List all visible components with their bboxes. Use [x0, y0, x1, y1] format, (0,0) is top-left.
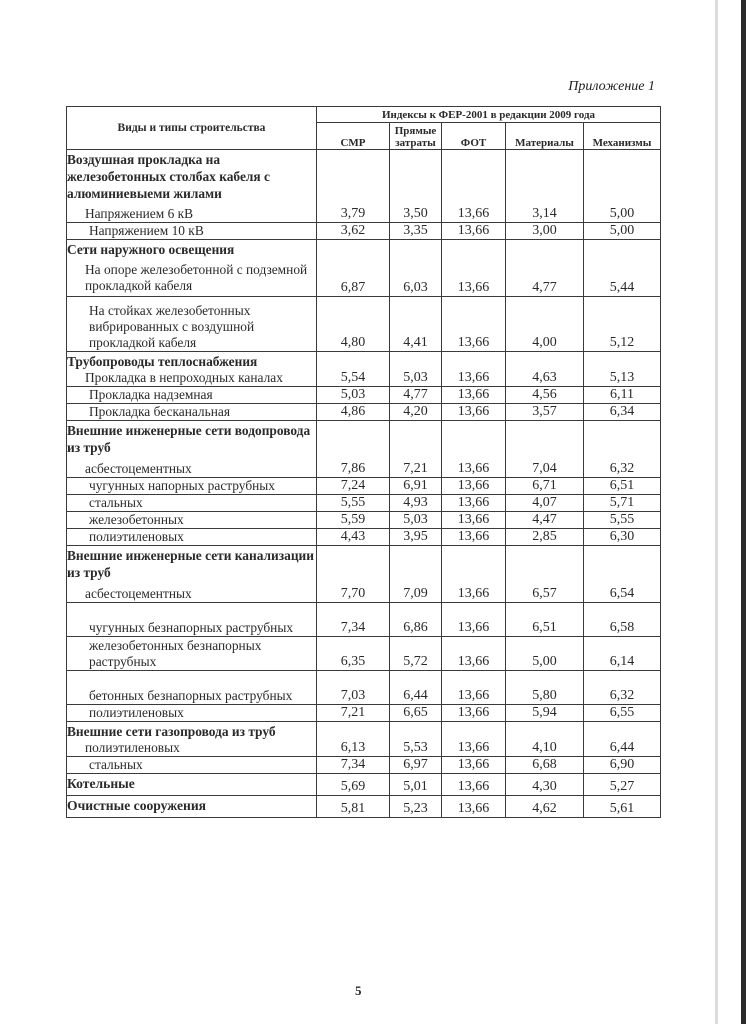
row-label: асбестоцементных	[85, 586, 192, 601]
cell-fot: 13,66	[442, 757, 506, 774]
table-row	[67, 757, 661, 774]
cell-fot: 13,66	[442, 421, 506, 478]
cell-materials: 4,77	[506, 240, 584, 297]
row-label: Напряжением 6 кВ	[85, 206, 194, 221]
cell-machinery: 6,58	[584, 603, 661, 637]
cell-materials: 6,68	[506, 757, 584, 774]
table-row	[67, 150, 661, 223]
table-row	[67, 774, 661, 796]
cell-materials: 3,57	[506, 404, 584, 421]
cell-direct-costs: 5,72	[390, 637, 442, 671]
table-row	[67, 297, 661, 352]
cell-direct-costs: 6,65	[390, 705, 442, 722]
row-label: Прокладка надземная	[67, 387, 317, 404]
row-label: чугунных безнапорных раструбных	[67, 603, 317, 637]
row-label: бетонных безнапорных раструбных	[67, 671, 317, 705]
table-row	[67, 705, 661, 722]
cell-smr: 7,86	[317, 421, 390, 478]
table-row	[67, 478, 661, 495]
table-row	[67, 637, 661, 671]
appendix-label: Приложение 1	[568, 79, 655, 94]
cell-fot: 13,66	[442, 546, 506, 603]
cell-materials: 4,10	[506, 722, 584, 757]
row-label: стальных	[67, 495, 317, 512]
section-title: Внешние инженерные сети канализации из труб	[67, 548, 314, 580]
row-label: полиэтиленовых	[67, 705, 317, 722]
table-row	[67, 240, 661, 297]
cell-machinery: 6,54	[584, 546, 661, 603]
cell-direct-costs: 4,77	[390, 387, 442, 404]
cell-fot: 13,66	[442, 404, 506, 421]
scan-edge-shadow	[741, 0, 746, 1024]
header-col-smr: СМР	[317, 123, 390, 150]
cell-smr: 7,03	[317, 671, 390, 705]
cell-materials: 6,51	[506, 603, 584, 637]
cell-machinery: 5,13	[584, 352, 661, 387]
cell-smr: 4,43	[317, 529, 390, 546]
cell-direct-costs: 6,03	[390, 240, 442, 297]
cell-smr: 7,70	[317, 546, 390, 603]
cell-smr: 7,21	[317, 705, 390, 722]
cell-direct-costs: 4,93	[390, 495, 442, 512]
cell-fot: 13,66	[442, 223, 506, 240]
cell-materials: 3,00	[506, 223, 584, 240]
table-row	[67, 512, 661, 529]
cell-machinery: 6,90	[584, 757, 661, 774]
cell-smr: 4,86	[317, 404, 390, 421]
cell-machinery: 6,11	[584, 387, 661, 404]
table-row	[67, 404, 661, 421]
cell-direct-costs: 4,41	[390, 297, 442, 352]
cell-fot: 13,66	[442, 495, 506, 512]
cell-machinery: 6,32	[584, 421, 661, 478]
cell-direct-costs: 6,86	[390, 603, 442, 637]
cell-fot: 13,66	[442, 671, 506, 705]
section-title: Внешние сети газопровода из труб	[67, 724, 276, 739]
page-number: 5	[355, 983, 362, 998]
price-index-table	[66, 106, 661, 818]
cell-smr: 5,54	[317, 352, 390, 387]
cell-fot: 13,66	[442, 603, 506, 637]
cell-materials: 4,07	[506, 495, 584, 512]
cell-direct-costs: 3,50	[390, 150, 442, 223]
cell-materials: 2,85	[506, 529, 584, 546]
cell-smr: 5,81	[317, 796, 390, 818]
cell-smr: 6,35	[317, 637, 390, 671]
cell-materials: 3,14	[506, 150, 584, 223]
header-row-label: Виды и типы строительства	[67, 107, 317, 150]
table-row	[67, 671, 661, 705]
row-label: асбестоцементных	[85, 461, 192, 476]
cell-fot: 13,66	[442, 774, 506, 796]
cell-smr: 7,34	[317, 603, 390, 637]
cell-direct-costs: 6,97	[390, 757, 442, 774]
cell-fot: 13,66	[442, 529, 506, 546]
cell-machinery: 6,30	[584, 529, 661, 546]
row-label: Прокладка в непроходных каналах	[85, 370, 283, 385]
section-title: Котельные	[67, 774, 317, 796]
cell-smr: 7,24	[317, 478, 390, 495]
cell-machinery: 5,00	[584, 150, 661, 223]
cell-direct-costs: 5,03	[390, 512, 442, 529]
cell-machinery: 5,61	[584, 796, 661, 818]
cell-fot: 13,66	[442, 352, 506, 387]
table-row	[67, 796, 661, 818]
cell-fot: 13,66	[442, 478, 506, 495]
cell-machinery: 5,44	[584, 240, 661, 297]
cell-fot: 13,66	[442, 796, 506, 818]
row-label: Напряжением 10 кВ	[67, 223, 317, 240]
cell-materials: 5,94	[506, 705, 584, 722]
section-title: Воздушная прокладка на железобетонных столбах кабеля с алюминиевыеми жилами	[67, 152, 270, 201]
cell-smr: 5,59	[317, 512, 390, 529]
cell-direct-costs: 5,23	[390, 796, 442, 818]
cell-smr: 4,80	[317, 297, 390, 352]
cell-machinery: 6,34	[584, 404, 661, 421]
cell-materials: 4,63	[506, 352, 584, 387]
cell-direct-costs: 6,44	[390, 671, 442, 705]
cell-machinery: 5,55	[584, 512, 661, 529]
cell-fot: 13,66	[442, 705, 506, 722]
cell-fot: 13,66	[442, 240, 506, 297]
cell-materials: 7,04	[506, 421, 584, 478]
cell-machinery: 6,55	[584, 705, 661, 722]
header-group-label: Индексы к ФЕР-2001 в редакции 2009 года	[317, 107, 661, 123]
cell-materials: 5,00	[506, 637, 584, 671]
row-label: Прокладка бесканальная	[67, 404, 317, 421]
cell-smr: 7,34	[317, 757, 390, 774]
row-label: железобетонных безнапорных раструбных	[67, 637, 317, 671]
cell-smr: 3,62	[317, 223, 390, 240]
cell-materials: 4,00	[506, 297, 584, 352]
table-row	[67, 387, 661, 404]
row-label: чугунных напорных раструбных	[67, 478, 317, 495]
cell-direct-costs: 7,21	[390, 421, 442, 478]
header-col-materials: Материалы	[506, 123, 584, 150]
table-row	[67, 495, 661, 512]
section-title: Трубопроводы теплоснабжения	[67, 354, 258, 369]
header-col-direct-costs: Прямые затраты	[390, 123, 442, 150]
row-label: стальных	[67, 757, 317, 774]
row-label: На опоре железобетонной с подземной прокладкой кабеля	[85, 262, 308, 293]
cell-fot: 13,66	[442, 150, 506, 223]
cell-direct-costs: 6,91	[390, 478, 442, 495]
table-row	[67, 421, 661, 478]
cell-machinery: 6,44	[584, 722, 661, 757]
cell-smr: 5,03	[317, 387, 390, 404]
header-col-machinery: Механизмы	[584, 123, 661, 150]
cell-direct-costs: 3,35	[390, 223, 442, 240]
scan-artifact-line	[715, 0, 718, 1024]
cell-direct-costs: 5,01	[390, 774, 442, 796]
cell-smr: 3,79	[317, 150, 390, 223]
cell-materials: 4,62	[506, 796, 584, 818]
cell-machinery: 6,32	[584, 671, 661, 705]
cell-materials: 5,80	[506, 671, 584, 705]
cell-smr: 6,13	[317, 722, 390, 757]
cell-smr: 5,69	[317, 774, 390, 796]
cell-materials: 4,30	[506, 774, 584, 796]
section-title: Сети наружного освещения	[67, 242, 235, 257]
cell-direct-costs: 3,95	[390, 529, 442, 546]
cell-smr: 5,55	[317, 495, 390, 512]
table-row	[67, 546, 661, 603]
cell-fot: 13,66	[442, 297, 506, 352]
row-label: На стойках железобетонных вибрированных с воздушной прокладкой кабеля	[67, 297, 317, 352]
cell-smr: 6,87	[317, 240, 390, 297]
cell-direct-costs: 7,09	[390, 546, 442, 603]
table-row	[67, 352, 661, 387]
table-row	[67, 603, 661, 637]
table-row	[67, 722, 661, 757]
table-row	[67, 223, 661, 240]
cell-direct-costs: 5,53	[390, 722, 442, 757]
cell-direct-costs: 4,20	[390, 404, 442, 421]
cell-fot: 13,66	[442, 722, 506, 757]
cell-machinery: 5,27	[584, 774, 661, 796]
section-title: Очистные сооружения	[67, 796, 317, 818]
cell-materials: 6,71	[506, 478, 584, 495]
cell-materials: 6,57	[506, 546, 584, 603]
cell-fot: 13,66	[442, 387, 506, 404]
cell-machinery: 6,51	[584, 478, 661, 495]
cell-machinery: 5,71	[584, 495, 661, 512]
cell-materials: 4,56	[506, 387, 584, 404]
header-col-fot: ФОТ	[442, 123, 506, 150]
cell-materials: 4,47	[506, 512, 584, 529]
cell-direct-costs: 5,03	[390, 352, 442, 387]
row-label: железобетонных	[67, 512, 317, 529]
cell-machinery: 6,14	[584, 637, 661, 671]
table-row	[67, 529, 661, 546]
row-label: полиэтиленовых	[85, 740, 180, 755]
cell-fot: 13,66	[442, 637, 506, 671]
cell-machinery: 5,12	[584, 297, 661, 352]
section-title: Внешние инженерные сети водопровода из труб	[67, 423, 311, 455]
cell-machinery: 5,00	[584, 223, 661, 240]
row-label: полиэтиленовых	[67, 529, 317, 546]
cell-fot: 13,66	[442, 512, 506, 529]
